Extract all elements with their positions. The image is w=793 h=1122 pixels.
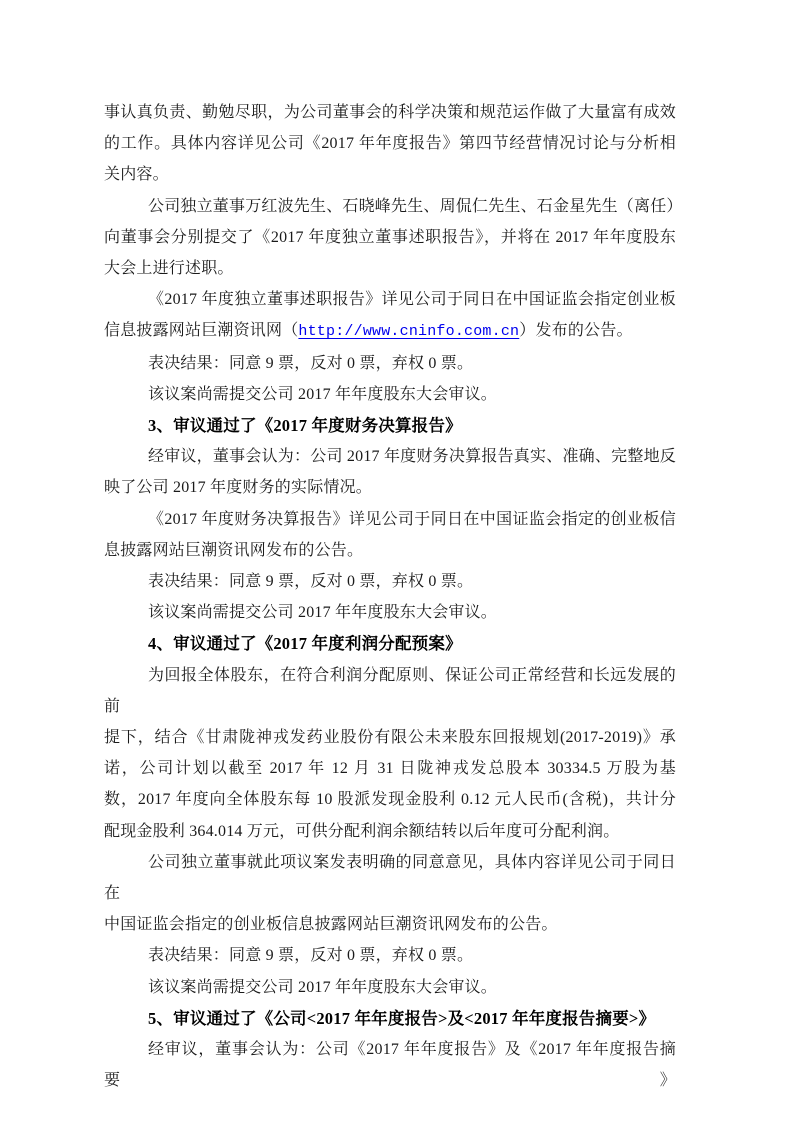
para-independent-directors-reports: [104, 191, 683, 285]
text-line: 向董事会分别提交了《2017 年度独立董事述职报告》，并将在 2017 年年度股东: [104, 228, 676, 246]
link-line-before: 信息披露网站巨潮资讯网（: [104, 322, 299, 340]
agm-note-line: 该议案尚需提交公司 2017 年年度股东大会审议。: [148, 978, 498, 996]
vote-result-item2: [104, 348, 676, 379]
text-line: 公司独立董事就此项议案发表明确的同意意见，具体内容详见公司于同日在: [104, 853, 676, 903]
text-line: 提下，结合《甘肃陇神戎发药业股份有限公未来股东回报规划(2017-2019)》承: [104, 729, 676, 747]
heading-item-5: [104, 1003, 676, 1034]
para-report-disclosure-cninfo: [104, 284, 676, 347]
text-line: 数，2017 年度向全体股东每 10 股派发现金股利 0.12 元人民币(含税)，共计分: [104, 791, 676, 809]
heading-item-3: [104, 410, 676, 441]
text-line: 《2017 年度财务决算报告》详见公司于同日在中国证监会指定的创业板信: [148, 510, 676, 528]
heading-line: 4、审议通过了《2017 年度利润分配预案》: [148, 634, 462, 654]
agm-note-line: 该议案尚需提交公司 2017 年年度股东大会审议。: [148, 385, 498, 403]
vote-result-line: 表决结果：同意 9 票，反对 0 票，弃权 0 票。: [148, 354, 474, 372]
para-item4-profit-distribution: [104, 660, 676, 847]
para-item3-disclosure: [104, 504, 676, 566]
text-line: 《2017 年度独立董事述职报告》详见公司于同日在中国证监会指定创业板: [148, 291, 676, 309]
text-line: 配现金股利 364.014 万元，可供分配利润余额结转以后年度可分配利润。: [104, 822, 620, 840]
vote-result-line: 表决结果：同意 9 票，反对 0 票，弃权 0 票。: [148, 573, 474, 591]
note-submit-agm-item4: [104, 972, 676, 1003]
note-submit-agm-item3: [104, 597, 676, 628]
text-line: 关内容。: [104, 166, 169, 184]
vote-result-line: 表决结果：同意 9 票，反对 0 票，弃权 0 票。: [148, 947, 474, 965]
heading-line: 5、审议通过了《公司<2017 年年度报告>及<2017 年年度报告摘要>》: [148, 1008, 656, 1028]
text-line: 公司独立董事万红波先生、石晓峰先生、周侃仁先生、石金星先生（离任）: [148, 197, 683, 215]
text-line: 息披露网站巨潮资讯网发布的公告。: [104, 541, 364, 559]
text-line: 为回报全体股东，在符合利润分配原则、保证公司正常经营和长远发展的前: [104, 666, 676, 715]
para-item3-opinion: [104, 441, 676, 503]
para-item4-independent-opinion: [104, 847, 676, 941]
document-body: [104, 97, 683, 1097]
text-line: 的工作。具体内容详见公司《2017 年年度报告》第四节经营情况讨论与分析相: [104, 135, 676, 153]
vote-result-item4: [104, 940, 676, 971]
heading-line: 3、审议通过了《2017 年度财务决算报告》: [148, 416, 462, 436]
text-line: 映了公司 2017 年度财务的实际情况。: [104, 479, 373, 497]
link-line: [104, 315, 676, 347]
text-line: 经审议，董事会认为：公司《2017 年年度报告》及《2017 年年度报告摘要》: [104, 1041, 676, 1090]
cninfo-link[interactable]: http://www.cninfo.com.cn: [298, 323, 520, 341]
agm-note-line: 该议案尚需提交公司 2017 年年度股东大会审议。: [148, 604, 498, 622]
vote-result-item3: [104, 566, 676, 597]
link-line-after: ）发布的公告。: [519, 322, 633, 340]
heading-item-4: [104, 628, 676, 659]
para-directors-duty-continued: [104, 97, 676, 191]
text-line: 大会上进行述职。: [104, 260, 234, 278]
text-line: 诺，公司计划以截至 2017 年 12 月 31 日陇神戎发总股本 30334.5 万股为基: [104, 760, 676, 778]
para-item5-opinion-continues: [104, 1034, 676, 1096]
text-line: 中国证监会指定的创业板信息披露网站巨潮资讯网发布的公告。: [104, 916, 558, 934]
text-line: 事认真负责、勤勉尽职，为公司董事会的科学决策和规范运作做了大量富有成效: [104, 104, 676, 121]
note-submit-agm-item2: [104, 379, 676, 410]
text-line: 经审议，董事会认为：公司 2017 年度财务决算报告真实、准确、完整地反: [148, 448, 676, 466]
